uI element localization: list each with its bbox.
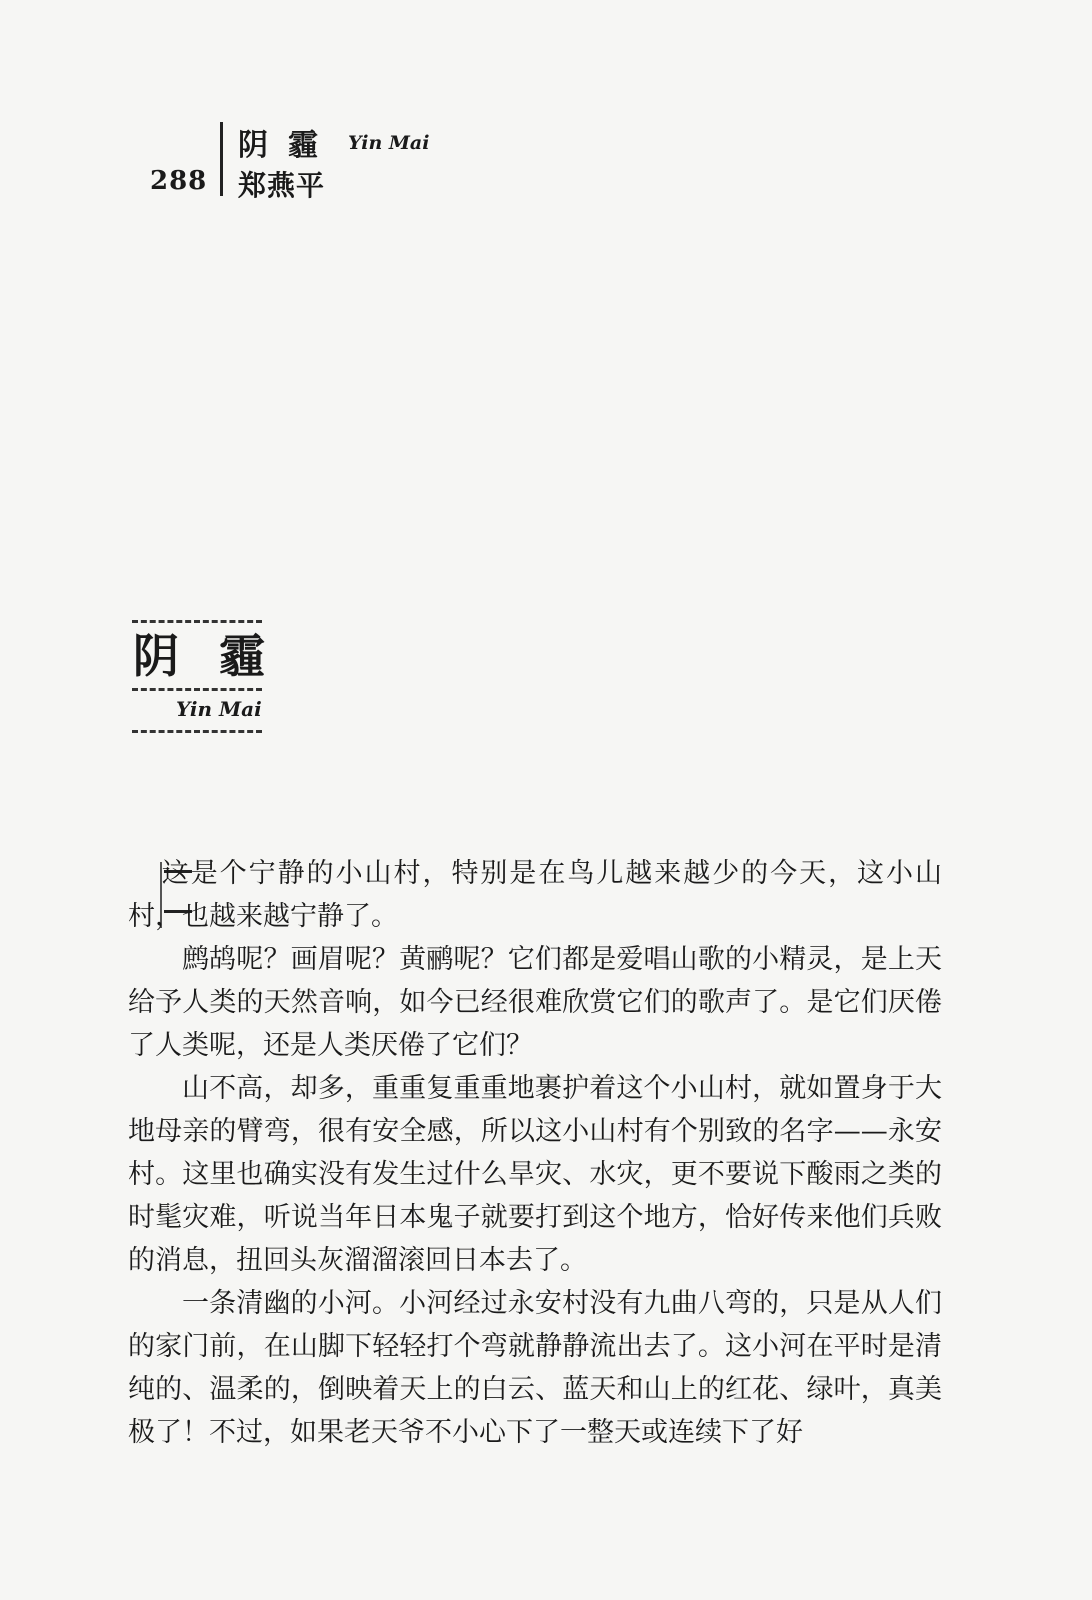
chapter-title: 阴霾	[133, 629, 305, 683]
chapter-middle-rule	[132, 688, 262, 691]
paragraph-4: 一条清幽的小河。小河经过永安村没有九曲八弯的，只是从人们的家门前，在山脚下轻轻打个弯就静静流出去了。这小河在平时是清纯的、温柔的，倒映着天上的白云、蓝天和山上的红花、绿叶，真美极了！不过，如果老天爷不小心下了一整天或连续下了好	[128, 1288, 942, 1448]
paragraph-1: 这是个宁静的小山村，特别是在鸟儿越来越少的今天，这小山村，也越来越宁静了。	[128, 858, 942, 932]
paragraph-3: 山不高，却多，重重复重重地裹护着这个小山村，就如置身于大地母亲的臂弯，很有安全感，所以这小山村有个别致的名字——永安村。这里也确实没有发生过什么旱灾、水灾，更不要说下酸雨之类的时髦灾难，听说当年日本鬼子就要打到这个地方，恰好传来他们兵败的消息，扭回头灰溜溜滚回日本去了。	[128, 1073, 942, 1276]
chapter-bottom-rule	[132, 730, 262, 733]
chapter-top-rule	[132, 620, 262, 623]
running-header-title: 阴霾	[238, 128, 338, 163]
header-divider	[220, 122, 223, 196]
running-header-title-en: Yin Mai	[348, 132, 430, 154]
paragraph-2: 鹧鸪呢？画眉呢？黄鹂呢？它们都是爱唱山歌的小精灵，是上天给予人类的天然音响，如今已经很难欣赏它们的歌声了。是它们厌倦了人类呢，还是人类厌倦了它们？	[128, 944, 942, 1061]
chapter-title-en: Yin Mai	[176, 697, 262, 721]
body-text	[128, 852, 942, 1454]
running-header-author: 郑燕平	[238, 169, 326, 202]
page-number: 288	[150, 166, 208, 196]
